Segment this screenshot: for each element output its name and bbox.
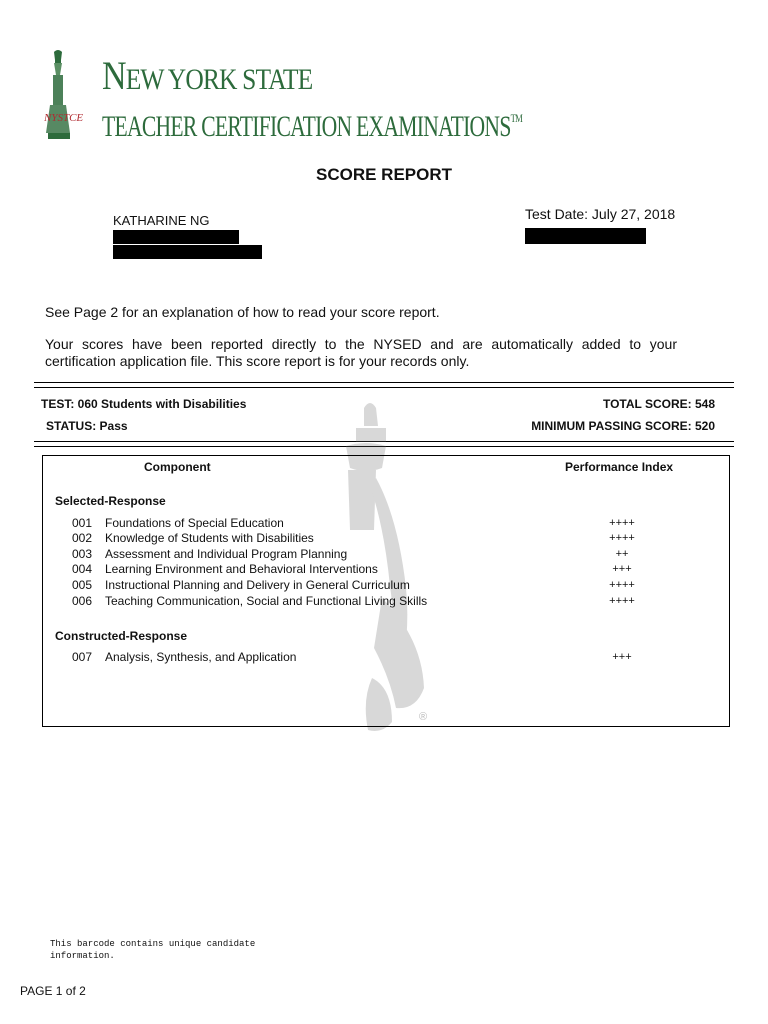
- svg-text:NYSTCE: NYSTCE: [44, 112, 84, 124]
- component-number: 004: [72, 562, 93, 576]
- column-header-component: Component: [144, 460, 211, 474]
- section-title: Selected-Response: [55, 494, 166, 508]
- header-title-line1: NEW YORK STATE: [102, 53, 313, 98]
- test-date: Test Date: July 27, 2018: [525, 206, 676, 222]
- total-score: TOTAL SCORE: 548: [602, 397, 715, 411]
- column-header-performance-index: Performance Index: [565, 460, 674, 474]
- component-name: Foundations of Special Education: [105, 516, 284, 530]
- divider: [34, 382, 734, 383]
- performance-index: +++: [612, 563, 632, 575]
- redaction-bar: [113, 230, 239, 244]
- registered-mark: ®: [419, 711, 428, 723]
- header-title-line2: TEACHER CERTIFICATION EXAMINATIONS™: [102, 110, 523, 143]
- barcode-note: This barcode contains unique candidate information.: [50, 939, 256, 961]
- performance-index: ++++: [609, 579, 635, 591]
- performance-index: ++++: [609, 532, 635, 544]
- page-number: PAGE 1 of 2: [20, 984, 86, 998]
- component-number: 002: [72, 531, 93, 545]
- redaction-bar: [525, 228, 646, 244]
- performance-index: ++: [615, 548, 629, 560]
- intro-paragraph-1: See Page 2 for an explanation of how to read your score report.: [45, 304, 440, 320]
- minimum-passing-score: MINIMUM PASSING SCORE: 520: [531, 419, 715, 433]
- performance-index: ++++: [609, 595, 635, 607]
- performance-index: ++++: [609, 517, 635, 529]
- component-name: Assessment and Individual Program Planning: [105, 547, 348, 561]
- component-name: Learning Environment and Behavioral Interventions: [105, 562, 378, 576]
- component-number: 003: [72, 547, 93, 561]
- section-title: Constructed-Response: [55, 629, 188, 643]
- page-title: SCORE REPORT: [315, 165, 453, 184]
- redaction-bar: [113, 245, 262, 259]
- nystce-torch-logo-icon: [44, 48, 96, 146]
- test-name: TEST: 060 Students with Disabilities: [41, 397, 247, 411]
- component-name: Knowledge of Students with Disabilities: [105, 531, 314, 545]
- status: STATUS: Pass: [46, 419, 128, 433]
- component-number: 007: [72, 650, 93, 664]
- component-number: 001: [72, 516, 93, 530]
- candidate-name: KATHARINE NG: [113, 213, 210, 228]
- component-name: Teaching Communication, Social and Functional Living Skills: [105, 594, 428, 608]
- component-name: Instructional Planning and Delivery in General Curriculum: [105, 578, 410, 592]
- intro-paragraph-2: Your scores have been reported directly to the NYSED and are automatically added to your certification application file. This score report is for your records only.: [45, 336, 677, 369]
- component-number: 006: [72, 594, 93, 608]
- divider: [34, 387, 734, 388]
- performance-index: +++: [612, 651, 632, 663]
- component-name: Analysis, Synthesis, and Application: [105, 650, 297, 664]
- component-number: 005: [72, 578, 93, 592]
